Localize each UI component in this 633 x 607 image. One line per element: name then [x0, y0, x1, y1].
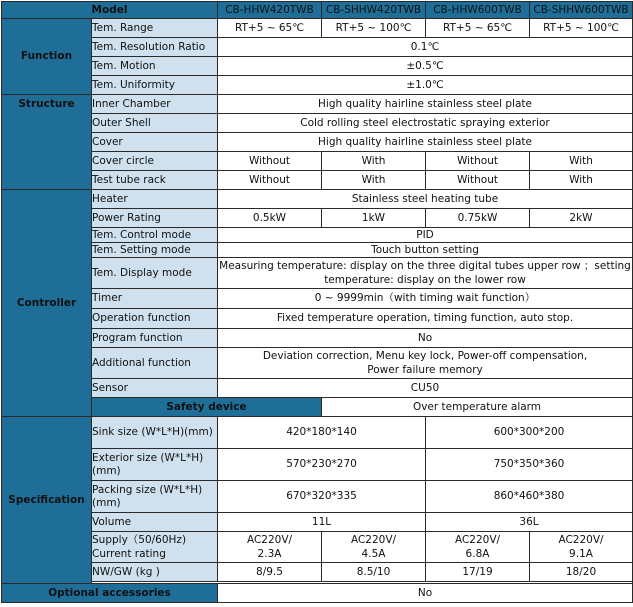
- value-supply-2: [322, 532, 426, 563]
- value-tem-range-4: RT+5 ~ 100℃: [530, 19, 633, 38]
- row-outer-shell: [2, 114, 633, 133]
- value-program: No: [218, 329, 633, 348]
- label-tem-range: Tem. Range: [92, 19, 218, 38]
- row-exterior-size: [2, 449, 633, 481]
- row-cover: [2, 133, 633, 152]
- row-timer: [2, 289, 633, 309]
- row-safety: [2, 398, 633, 417]
- row-setting-mode: [2, 243, 633, 258]
- value-packing-1: 670*320*335: [218, 481, 426, 513]
- value-tem-range-3: RT+5 ~ 65℃: [426, 19, 530, 38]
- row-sink-size: [2, 417, 633, 449]
- value-test-tube-3: Without: [426, 171, 530, 190]
- header-row: [2, 2, 633, 19]
- label-exterior-size: Exterior size (W*L*H)(mm): [92, 449, 218, 481]
- value-exterior-1: 570*230*270: [218, 449, 426, 481]
- label-setting-mode: Tem. Setting mode: [92, 243, 218, 258]
- value-volume-2: 36L: [426, 513, 633, 532]
- value-nwgw-4: 18/20: [530, 563, 633, 582]
- label-control-mode: Tem. Control mode: [92, 228, 218, 243]
- value-tem-range-2: RT+5 ~ 100℃: [322, 19, 426, 38]
- value-supply-3-current: 6.8A: [465, 548, 490, 560]
- label-outer-shell: Outer Shell: [92, 114, 218, 133]
- label-cover-circle: Cover circle: [92, 152, 218, 171]
- value-motion: ±0.5℃: [218, 57, 633, 76]
- value-cover: High quality hairline stainless steel plate: [218, 133, 633, 152]
- row-cover-circle: [2, 152, 633, 171]
- row-packing-size: [2, 481, 633, 513]
- row-operation: [2, 309, 633, 329]
- row-sensor: [2, 379, 633, 398]
- model-4: CB-SHHW600TWB: [530, 2, 633, 19]
- row-power-rating: [2, 209, 633, 228]
- value-setting-mode: Touch button setting: [218, 243, 633, 258]
- value-volume-1: 11L: [218, 513, 426, 532]
- label-display-mode: Tem. Display mode: [92, 258, 218, 289]
- row-inner-chamber: [2, 95, 633, 114]
- group-optional: Optional accessories: [2, 584, 218, 603]
- row-motion: [2, 57, 633, 76]
- label-volume: Volume: [92, 513, 218, 532]
- label-motion: Tem. Motion: [92, 57, 218, 76]
- value-power-2: 1kW: [322, 209, 426, 228]
- value-display-mode: Measuring temperature: display on the three digital tubes upper row ；setting temperature: display on the lower row: [218, 258, 633, 289]
- value-power-3: 0.75kW: [426, 209, 530, 228]
- value-tem-range-1: RT+5 ~ 65℃: [218, 19, 322, 38]
- value-supply-4-current: 9.1A: [569, 548, 593, 560]
- label-additional: Additional function: [92, 348, 218, 379]
- value-supply-3-voltage: AC220V/: [454, 534, 501, 546]
- value-supply-4-voltage: AC220V/: [558, 534, 604, 546]
- row-volume: [2, 513, 633, 532]
- value-additional-line1: Deviation correction, Menu key lock, Power-off compensation,: [262, 350, 588, 362]
- value-supply-3: [426, 532, 530, 563]
- model-3: CB-HHW600TWB: [426, 2, 530, 19]
- value-supply-1: [218, 532, 322, 563]
- label-power-rating: Power Rating: [92, 209, 218, 228]
- group-specification: Specification: [2, 417, 92, 584]
- value-outer-shell: Cold rolling steel electrostatic spraying exterior: [218, 114, 633, 133]
- row-control-mode: [2, 228, 633, 243]
- value-resolution: 0.1℃: [218, 38, 633, 57]
- value-heater: Stainless steel heating tube: [218, 190, 633, 209]
- value-sensor: CU50: [218, 379, 633, 398]
- label-operation: Operation function: [92, 309, 218, 329]
- value-operation: Fixed temperature operation, timing function, auto stop.: [218, 309, 633, 329]
- row-nwgw: [2, 563, 633, 582]
- label-sensor: Sensor: [92, 379, 218, 398]
- row-supply: [2, 532, 633, 563]
- label-program: Program function: [92, 329, 218, 348]
- value-timer: 0 ~ 9999min（with timing wait function）: [218, 289, 633, 309]
- label-supply-line1: Supply（50/60Hz): [92, 534, 187, 546]
- label-timer: Timer: [92, 289, 218, 309]
- spec-table: [1, 1, 633, 603]
- label-sink-size: Sink size (W*L*H)(mm): [92, 417, 218, 449]
- value-nwgw-1: 8/9.5: [218, 563, 322, 582]
- value-test-tube-2: With: [322, 171, 426, 190]
- row-additional: [2, 348, 633, 379]
- model-header: Model: [2, 2, 218, 19]
- value-supply-2-current: 4.5A: [361, 548, 386, 560]
- value-control-mode: PID: [218, 228, 633, 243]
- row-program: [2, 329, 633, 348]
- label-heater: Heater: [92, 190, 218, 209]
- value-nwgw-2: 8.5/10: [322, 563, 426, 582]
- value-test-tube-4: With: [530, 171, 633, 190]
- label-inner-chamber: Inner Chamber: [92, 95, 218, 114]
- group-controller: Controller: [2, 190, 92, 417]
- value-uniformity: ±1.0℃: [218, 76, 633, 95]
- label-packing-size: Packing size (W*L*H) (mm): [92, 481, 218, 513]
- row-tem-range: [2, 19, 633, 38]
- value-nwgw-3: 17/19: [426, 563, 530, 582]
- value-test-tube-1: Without: [218, 171, 322, 190]
- model-2: CB-SHHW420TWB: [322, 2, 426, 19]
- label-supply: [92, 532, 218, 563]
- row-heater: [2, 190, 633, 209]
- row-display-mode: [2, 258, 633, 289]
- value-supply-2-voltage: AC220V/: [350, 534, 397, 546]
- value-cover-circle-3: Without: [426, 152, 530, 171]
- label-uniformity: Tem. Uniformity: [92, 76, 218, 95]
- value-supply-1-voltage: AC220V/: [246, 534, 293, 546]
- label-nwgw: NW/GW (kg ): [92, 563, 218, 582]
- value-supply-4: [530, 532, 633, 563]
- value-packing-2: 860*460*380: [426, 481, 633, 513]
- value-cover-circle-1: Without: [218, 152, 322, 171]
- model-1: CB-HHW420TWB: [218, 2, 322, 19]
- value-exterior-2: 750*350*360: [426, 449, 633, 481]
- group-safety: Safety device: [92, 398, 322, 417]
- row-resolution: [2, 38, 633, 57]
- value-cover-circle-4: With: [530, 152, 633, 171]
- value-sink-1: 420*180*140: [218, 417, 426, 449]
- label-test-tube-rack: Test tube rack: [92, 171, 218, 190]
- value-power-4: 2kW: [530, 209, 633, 228]
- value-optional: No: [218, 584, 633, 603]
- row-test-tube-rack: [2, 171, 633, 190]
- value-additional: [218, 348, 633, 379]
- group-function: Function: [2, 19, 92, 95]
- value-cover-circle-2: With: [322, 152, 426, 171]
- row-optional: [2, 584, 633, 603]
- group-structure: Structure: [2, 95, 92, 190]
- label-cover: Cover: [92, 133, 218, 152]
- row-uniformity: [2, 76, 633, 95]
- value-sink-2: 600*300*200: [426, 417, 633, 449]
- value-power-1: 0.5kW: [218, 209, 322, 228]
- value-supply-1-current: 2.3A: [257, 548, 282, 560]
- value-inner-chamber: High quality hairline stainless steel plate: [218, 95, 633, 114]
- label-resolution: Tem. Resolution Ratio: [92, 38, 218, 57]
- label-supply-line2: Current rating: [92, 548, 166, 560]
- value-additional-line2: Power failure memory: [367, 364, 483, 376]
- value-safety: Over temperature alarm: [322, 398, 633, 417]
